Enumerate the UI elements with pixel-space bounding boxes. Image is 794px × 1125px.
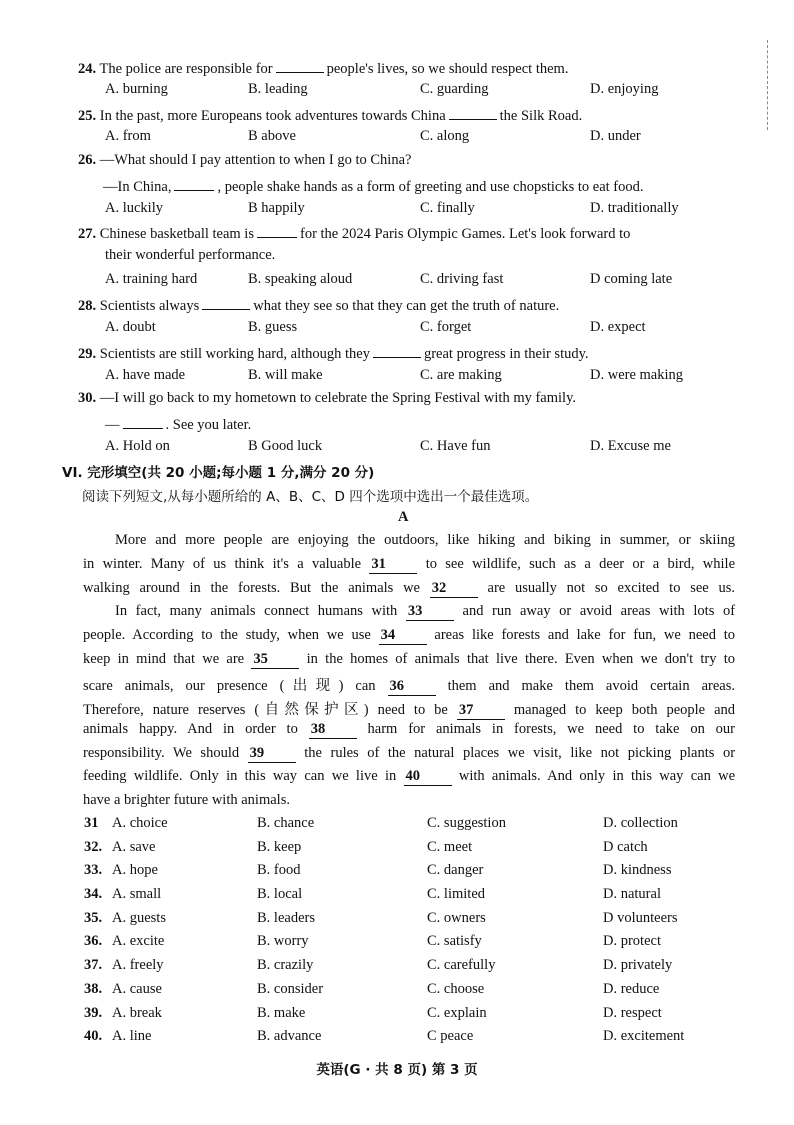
passage-line: people. According to the study, when we use 34 areas like forests and lake for fun, we need to bbox=[83, 627, 736, 643]
scan-edge-mark bbox=[766, 40, 768, 130]
choice-row-32: 32. A. save B. keep C. meet D catch bbox=[84, 839, 648, 855]
question-25: 25. In the past, more Europeans took adventures towards China the Silk Road. bbox=[78, 105, 582, 125]
answer-blank bbox=[174, 176, 214, 191]
blank-number: 36 bbox=[388, 678, 436, 696]
passage-line: walking around in the forests. But the animals we 32 are usually not so excited to see us. bbox=[83, 580, 735, 596]
question-24-options: A. burning B. leading C. guarding D. enjoying bbox=[105, 81, 659, 97]
answer-blank bbox=[276, 58, 324, 73]
blank-number: 34 bbox=[379, 627, 427, 645]
choice-row-34: 34. A. small B. local C. limited D. natural bbox=[84, 886, 661, 902]
answer-blank bbox=[449, 105, 497, 120]
passage-line: scare animals, our presence (出现) can 36 them and make them avoid certain areas. bbox=[83, 678, 736, 694]
passage-label: A bbox=[398, 509, 409, 525]
question-27-continued: their wonderful performance. bbox=[105, 247, 276, 263]
choice-row-35: 35. A. guests B. leaders C. owners D volunteers bbox=[84, 910, 678, 926]
question-27: 27. Chinese basketball team is for the 2024 Paris Olympic Games. Let's look forward to bbox=[78, 223, 630, 243]
blank-number: 32 bbox=[430, 580, 478, 598]
passage-line: have a brighter future with animals. bbox=[83, 792, 290, 808]
answer-blank bbox=[123, 414, 163, 429]
page-footer: 英语(G · 共 8 页) 第 3 页 bbox=[316, 1062, 478, 1078]
passage-line: responsibility. We should 39 the rules of the natural places we visit, like not picking plants or bbox=[83, 745, 736, 761]
choice-row-36: 36. A. excite B. worry C. satisfy D. protect bbox=[84, 933, 661, 949]
question-26-options: A. luckily B happily C. finally D. traditionally bbox=[105, 200, 679, 216]
choice-row-39: 39. A. break B. make C. explain D. respect bbox=[84, 1005, 662, 1021]
blank-number: 38 bbox=[309, 721, 357, 739]
answer-blank bbox=[202, 295, 250, 310]
blank-number: 39 bbox=[248, 745, 296, 763]
passage-line: in winter. Many of us think it's a valuable 31 to see wildlife, such as a deer or a bird, while bbox=[83, 556, 736, 572]
question-30: 30. —I will go back to my hometown to celebrate the Spring Festival with my family. bbox=[78, 390, 577, 406]
passage-line: Therefore, nature reserves (自然保护区) need to be 37 managed to keep both people and bbox=[83, 702, 736, 718]
choice-row-31: 31 A. choice B. chance C. suggestion D. collection bbox=[84, 815, 678, 831]
question-29-options: A. have made B. will make C. are making D. were making bbox=[105, 367, 684, 383]
choice-row-40: 40. A. line B. advance C peace D. excitement bbox=[84, 1028, 685, 1044]
question-25-options: A. from B above C. along D. under bbox=[105, 128, 641, 144]
blank-number: 37 bbox=[457, 702, 505, 720]
question-28-options: A. doubt B. guess C. forget D. expect bbox=[105, 319, 646, 335]
section-instruction: 阅读下列短文,从每小题所给的 A、B、C、D 四个选项中选出一个最佳选项。 bbox=[82, 489, 539, 505]
passage-line: feeding wildlife. Only in this way can we live in 40 with animals. And only in this way can we bbox=[83, 768, 736, 784]
question-27-options: A. training hard B. speaking aloud C. driving fast D coming late bbox=[105, 271, 673, 287]
section-title: VI. 完形填空(共 20 小题;每小题 1 分,满分 20 分) bbox=[62, 465, 375, 481]
passage-line: In fact, many animals connect humans with 33 and run away or avoid areas with lots of bbox=[115, 603, 736, 619]
passage-line: More and more people are enjoying the outdoors, like hiking and biking in summer, or skiing bbox=[115, 532, 735, 548]
question-28: 28. Scientists always what they see so that they can get the truth of nature. bbox=[78, 295, 559, 315]
question-24: 24. The police are responsible for people's lives, so we should respect them. bbox=[78, 58, 568, 78]
blank-number: 35 bbox=[251, 651, 299, 669]
choice-row-38: 38. A. cause B. consider C. choose D. reduce bbox=[84, 981, 660, 997]
blank-number: 40 bbox=[404, 768, 452, 786]
passage-line: animals happy. And in order to 38 harm for animals in forests, we need to take on our bbox=[83, 721, 736, 737]
question-29: 29. Scientists are still working hard, although they great progress in their study. bbox=[78, 343, 589, 363]
question-26: 26. —What should I pay attention to when I go to China? bbox=[78, 152, 412, 168]
passage-line: keep in mind that we are 35 in the homes of animals that live there. Even when we don't try to bbox=[83, 651, 736, 667]
question-30-reply: — . See you later. bbox=[105, 414, 251, 434]
answer-blank bbox=[257, 223, 297, 238]
blank-number: 33 bbox=[406, 603, 454, 621]
answer-blank bbox=[373, 343, 421, 358]
choice-row-37: 37. A. freely B. crazily C. carefully D. privately bbox=[84, 957, 673, 973]
question-30-options: A. Hold on B Good luck C. Have fun D. Excuse me bbox=[105, 438, 671, 454]
choice-row-33: 33. A. hope B. food C. danger D. kindness bbox=[84, 862, 672, 878]
blank-number: 31 bbox=[369, 556, 417, 574]
question-26-reply: —In China, , people shake hands as a form of greeting and use chopsticks to eat food. bbox=[103, 176, 643, 196]
